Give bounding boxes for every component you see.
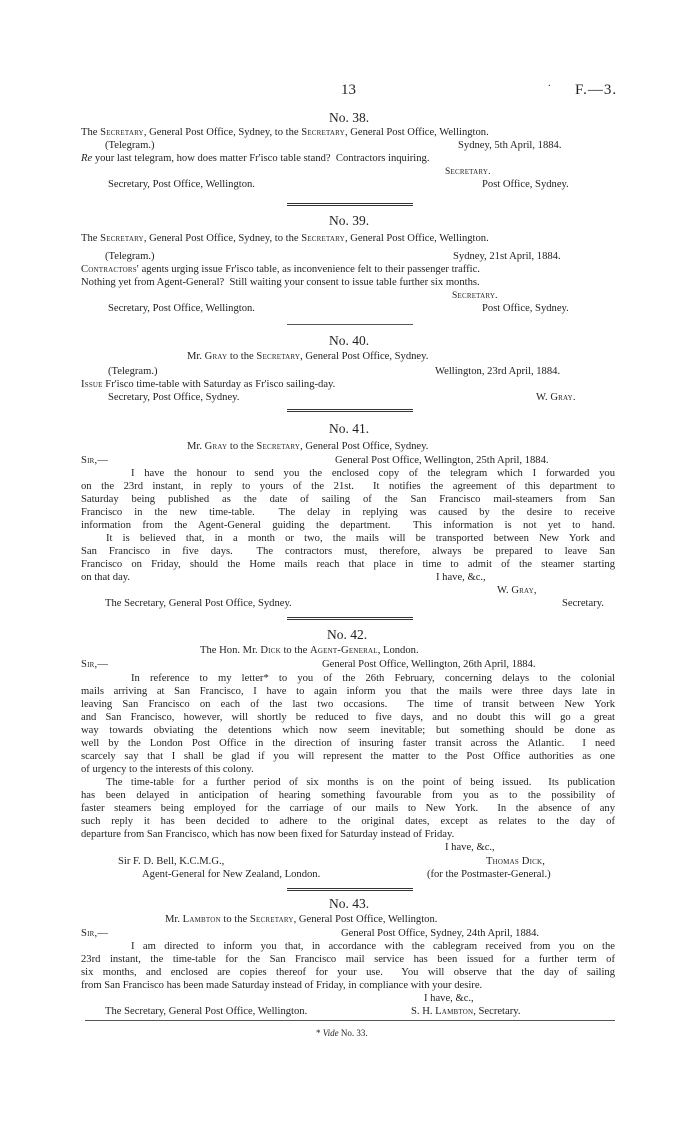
document-reference: F.—3. [575, 82, 618, 98]
recipient: The Secretary, General Post Office, Wellington. [105, 1006, 308, 1017]
letter-number: No. 42. [327, 627, 368, 642]
letter-body: Re your last telegram, how does matter Fr'isco table stand? Contractors inquiring. [81, 153, 430, 164]
body-line: scarcely say that I shall be glad if you will represent the matter to the Post Office authorities as one [81, 751, 615, 762]
sender-office: Post Office, Sydney. [482, 303, 569, 314]
letter-heading: The Secretary, General Post Office, Sydney, to the Secretary, General Post Office, Wellington. [81, 127, 489, 138]
signature: W. Gray, [497, 585, 537, 596]
header-dot: . [548, 78, 551, 89]
section-divider [287, 409, 413, 412]
letter-date: Sydney, 5th April, 1884. [458, 140, 562, 151]
salutation: Sir,— [81, 928, 109, 939]
body-line: I am directed to inform you that, in accordance with the cablegram received from you on the [131, 941, 615, 952]
signature: Secretary. [452, 291, 498, 301]
body-line: has been delayed in anticipation of hearing something favourable from you as to the possibility of [81, 790, 615, 801]
signatory-title: Secretary. [562, 598, 604, 609]
closing: I have, &c., [424, 993, 474, 1004]
letter-heading: Mr. Gray to the Secretary, General Post Office, Sydney. [187, 441, 429, 452]
body-line: Francisco on Friday, should the Home mails reach that place in time to admit of the steamer starting [81, 559, 615, 570]
recipient: Sir F. D. Bell, K.C.M.G., [118, 856, 225, 867]
body-line: mails arriving at San Francisco, I have to again inform you that the mails were three days late in [81, 686, 615, 697]
footnote: * Vide No. 33. [316, 1028, 368, 1038]
recipient: Secretary, Post Office, Wellington. [108, 303, 255, 314]
closing: I have, &c., [445, 842, 495, 853]
body-line: In reference to my letter* to you of the 26th February, concerning delays to the colonial [131, 673, 615, 684]
sender-office: Post Office, Sydney. [482, 179, 569, 190]
body-line: on that day. [81, 572, 131, 583]
letter-body: Contractors' agents urging issue Fr'isco table, as inconvenience felt to their passenger traffic. [81, 264, 480, 275]
body-line: and San Francisco, however, will shortly be reduced to five days, and no doubt this will go a great [81, 712, 615, 723]
body-line: The time-table for a further period of six months is on the point of being issued. Its publication [106, 777, 615, 788]
letter-number: No. 41. [329, 421, 370, 436]
letter-date: General Post Office, Wellington, 26th April, 1884. [322, 659, 536, 670]
body-line: I have the honour to send you the enclosed copy of the telegram which I forwarded you [131, 468, 615, 479]
section-divider [287, 203, 413, 206]
letter-heading: Mr. Gray to the Secretary, General Post Office, Sydney. [187, 351, 429, 362]
letter-number: No. 43. [329, 896, 370, 911]
letter-date: General Post Office, Sydney, 24th April, 1884. [341, 928, 540, 939]
section-divider [287, 617, 413, 620]
recipient: Secretary, Post Office, Sydney. [108, 392, 240, 403]
body-line: San Francisco in five days. The contractors must, therefore, always be prepared to leave San [81, 546, 615, 557]
body-line: Francisco in the new time-table. The delay in replying was caused by the desire to receive [81, 507, 615, 518]
salutation: Sir,— [81, 455, 109, 466]
letter-date: General Post Office, Wellington, 25th April, 1884. [335, 455, 549, 466]
body-line: Saturday being published as the date of sailing of the San Francisco mail-steamers from San [81, 494, 615, 505]
body-line: such reply it has been decided to adhere to the original dates, except as relates to the day of [81, 816, 615, 827]
recipient: The Secretary, General Post Office, Sydney. [105, 598, 292, 609]
body-line: leaving San Francisco on each of the last two occasions. The time of transit between New York [81, 699, 615, 710]
body-line: 23rd instant, the time-table for the San Francisco mail service has been issued for a further term of [81, 954, 615, 965]
letter-heading: Mr. Lambton to the Secretary, General Post Office, Wellington. [165, 914, 438, 925]
signature: Thomas Dick, [486, 856, 546, 867]
letter-date: Wellington, 23rd April, 1884. [435, 366, 561, 377]
body-line: of urgency to the interests of this colony. [81, 764, 254, 775]
letter-number: No. 40. [329, 333, 370, 348]
telegram-label: (Telegram.) [105, 251, 155, 262]
body-line: It is believed that, in a month or two, the mails will be transported between New York and [106, 533, 615, 544]
signature: W. Gray. [536, 392, 576, 403]
telegram-label: (Telegram.) [105, 140, 155, 151]
closing: I have, &c., [436, 572, 486, 583]
letter-body: Issue Fr'isco time-table with Saturday as Fr'isco sailing-day. [81, 379, 336, 390]
letter-number: No. 39. [329, 213, 370, 228]
body-line: way towards obviating the detentions which now seem inevitable; but something should be done as [81, 725, 615, 736]
signed-for: (for the Postmaster-General.) [427, 869, 551, 880]
letter-body: Nothing yet from Agent-General? Still waiting your consent to issue table further six months. [81, 277, 480, 288]
signature: S. H. Lambton, Secretary. [411, 1006, 521, 1017]
telegram-label: (Telegram.) [108, 366, 158, 377]
letter-number: No. 38. [329, 110, 370, 125]
salutation: Sir,— [81, 659, 109, 670]
body-line: well by the London Post Office in the direction of insuring faster transit across the Atlantic. I need [81, 738, 615, 749]
body-line: from San Francisco has been made Saturday instead of Friday, in compliance with your desire. [81, 980, 483, 991]
body-line: on the 23rd instant, in reply to yours of the 21st. It notifies the agreement of this department to [81, 481, 615, 492]
letter-heading: The Hon. Mr. Dick to the Agent-General, London. [200, 645, 419, 656]
recipient: Secretary, Post Office, Wellington. [108, 179, 255, 190]
letter-date: Sydney, 21st April, 1884. [453, 251, 561, 262]
section-divider [287, 888, 413, 891]
body-line: departure from San Francisco, which has now been fixed for Saturday instead of Friday. [81, 829, 455, 840]
recipient-title: Agent-General for New Zealand, London. [142, 869, 321, 880]
footnote-rule [85, 1020, 615, 1021]
letter-heading: The Secretary, General Post Office, Sydney, to the Secretary, General Post Office, Wellington. [81, 233, 489, 244]
body-line: faster steamers being employed for the carriage of our mails to New York. In the absence of any [81, 803, 615, 814]
signature: Secretary. [445, 167, 491, 177]
body-line: six months, and enclosed are copies thereof for your use. You will observe that the day of sailing [81, 967, 615, 978]
section-divider [287, 324, 413, 325]
body-line: information from the Agent-General guiding the department. This information is not yet to hand. [81, 520, 615, 531]
page-number: 13 [341, 82, 356, 98]
